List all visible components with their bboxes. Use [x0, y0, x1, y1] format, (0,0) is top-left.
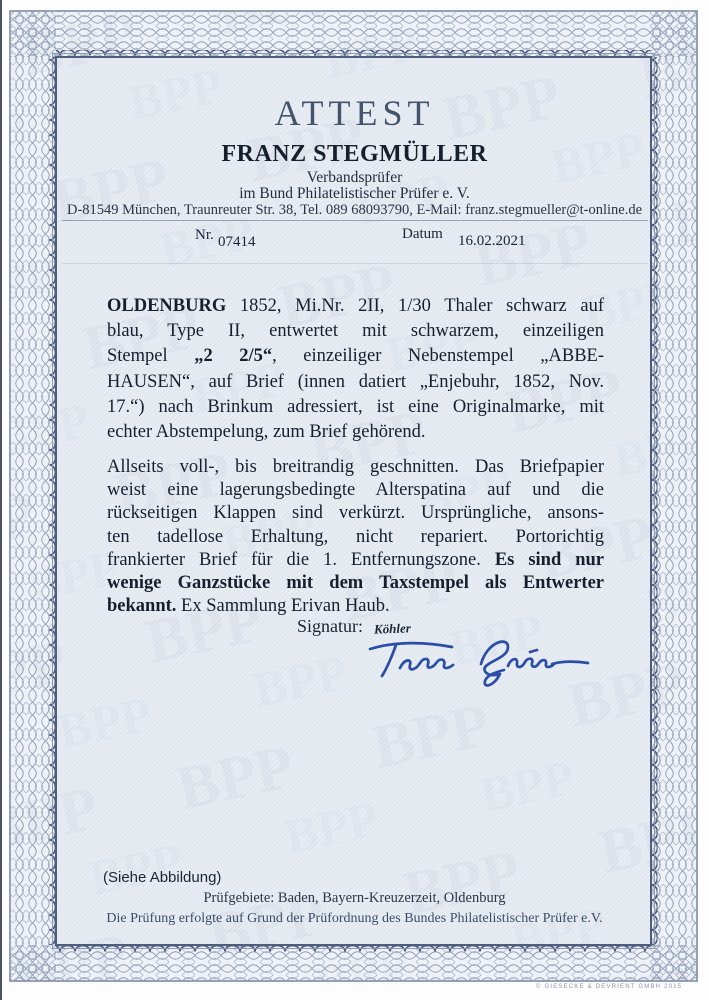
signature-name: Köhler [373, 620, 412, 637]
number-label: Nr. [195, 227, 214, 243]
signature-label: Signatur: [297, 616, 363, 636]
see-figure-note: (Siehe Abbildung) [103, 869, 222, 886]
page-title: ATTEST [274, 93, 435, 133]
row-divider [62, 263, 648, 264]
body-paragraph-2: Allseits voll-, bis breitrandig geschnitten. Das Briefpapier weist eine lagerungsbedingte Alterspatina auf und die rückseitigen Klappen sind verkürzt. Ursprüngliche, ansons- ten tadellose Erhaltung, nicht repariert. Portorichtig frankierter Brief für die 1. Entfernungszone. Es sind nur wenige Ganzstücke mit dem Taxstempel als Entwerter bekannt. Ex Sammlung Erivan Haub. [107, 457, 604, 617]
signature-image [356, 632, 591, 692]
printer-credit: © GIESECKE & DEVRIENT GMBH 2015 [536, 984, 683, 990]
header-divider [62, 220, 648, 221]
examiner-role: Verbandsprüfer [306, 169, 403, 186]
date-label: Datum [402, 226, 443, 242]
body-paragraph-1: OLDENBURG 1852, Mi.Nr. 2II, 1/30 Thaler schwarz auf blau, Type II, entwertet mit schwarzem, einzeiligen Stempel „2 2/5“, einzeiliger Nebenstempel „ABBE- HAUSEN“, auf Brief (innen datiert „Enjebuhr, 1852, Nov. 17.“) nach Brinkum adressiert, ist eine Originalmarke, mit echter Abstempelung, zum Brief gehörend. [107, 296, 604, 443]
association-line: im Bund Philatelistischer Prüfer e. V. [239, 185, 470, 202]
date-value: 16.02.2021 [458, 233, 526, 249]
examiner-name: FRANZ STEGMÜLLER [221, 141, 488, 167]
footer-line: Die Prüfung erfolgte auf Grund der Prüfordnung des Bundes Philatelistischer Prüfer e.V. [106, 911, 603, 926]
number-value: 07414 [218, 234, 256, 250]
contact-line: D-81549 München, Traunreuter Str. 38, Tel. 089 68093790, E-Mail: franz.stegmueller@t-online.de [66, 202, 643, 218]
expert-areas-line: Prüfgebiete: Baden, Bayern-Kreuzerzeit, Oldenburg [203, 890, 506, 906]
